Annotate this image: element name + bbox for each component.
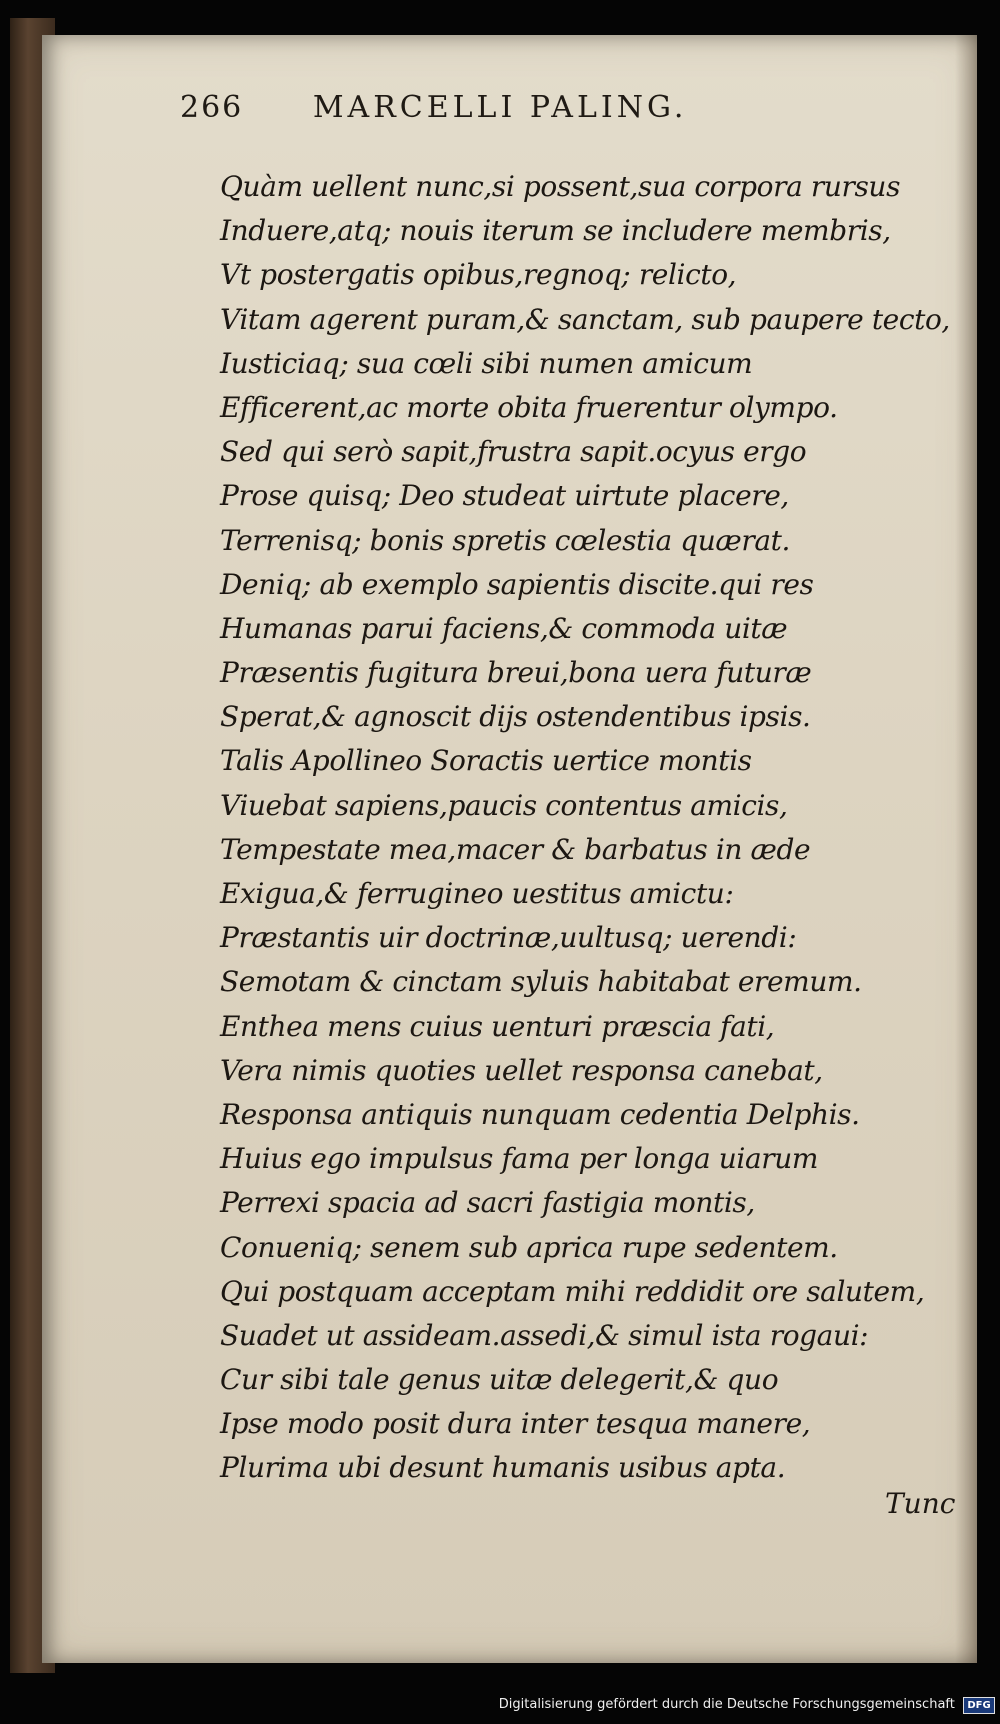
page-edge-shadow <box>955 35 977 1663</box>
verse-line: Exigua,& ferrugineo uestitus amictu: <box>220 877 734 910</box>
verse-line: Viuebat sapiens,paucis contentus amicis, <box>220 788 788 822</box>
verse-line: Præsentis fugitura breui,bona uera futuræ <box>220 656 812 690</box>
verse-line: Perrexi spacia ad sacri fastigia montis, <box>220 1186 755 1220</box>
verse-line: Conueniq; senem sub aprica rupe sedentem. <box>220 1230 838 1264</box>
verse-line: Vitam agerent puram,& sanctam, sub paupere tecto, <box>220 302 950 336</box>
verse-line: Prose quisq; Deo studeat uirtute placere, <box>220 479 789 513</box>
verse-text-block <box>220 165 950 1495</box>
verse-line: Enthea mens cuius uenturi præscia fati, <box>220 1009 775 1043</box>
verse-line: Efficerent,ac morte obita fruerentur olympo. <box>220 390 838 424</box>
verse-line: Suadet ut assideam.assedi,& simul ista rogaui: <box>220 1318 869 1352</box>
verse-line: Semotam & cinctam syluis habitabat eremum. <box>220 965 862 999</box>
verse-line: Vt postergatis opibus,regnoq; relicto, <box>220 258 737 292</box>
verse-line: Ipse modo posit dura inter tesqua manere, <box>220 1407 811 1441</box>
verse-line: Sed qui serò sapit,frustra sapit.ocyus ergo <box>220 435 807 469</box>
verse-line: Tempestate mea,macer & barbatus in æde <box>220 832 811 866</box>
running-head <box>180 90 830 130</box>
verse-line: Sperat,& agnoscit dijs ostendentibus ipsis. <box>220 700 811 734</box>
verse-line: Huius ego impulsus fama per longa uiarum <box>220 1142 819 1176</box>
verse-line: Qui postquam acceptam mihi reddidit ore salutem, <box>220 1274 925 1308</box>
verse-line: Induere,atq; nouis iterum se includere membris, <box>220 214 891 248</box>
running-title: MARCELLI PALING. <box>312 90 688 125</box>
credit-text: Digitalisierung gefördert durch die Deutsche Forschungsgemeinschaft <box>498 1697 955 1712</box>
dfg-logo-icon: DFG <box>963 1697 995 1714</box>
verse-line: Deniq; ab exemplo sapientis discite.qui res <box>220 567 814 601</box>
verse-line: Præstantis uir doctrinæ,uultusq; uerendi: <box>220 921 797 955</box>
verse-line: Iusticiaq; sua cœli sibi numen amicum <box>220 346 753 380</box>
verse-line: Vera nimis quoties uellet responsa canebat, <box>220 1053 823 1087</box>
verse-line: Quàm uellent nunc,si possent,sua corpora rursus <box>220 170 901 203</box>
catchword: Tunc <box>885 1487 956 1520</box>
verse-line: Plurima ubi desunt humanis usibus apta. <box>220 1451 786 1485</box>
verse-line: Terrenisq; bonis spretis cœlestia quærat. <box>220 523 790 557</box>
digitization-credit <box>0 1694 995 1716</box>
verse-line: Humanas parui faciens,& commoda uitæ <box>220 611 788 645</box>
verse-line: Responsa antiquis nunquam cedentia Delphis. <box>220 1097 860 1131</box>
verse-line: Cur sibi tale genus uitæ delegerit,& quo <box>220 1363 779 1397</box>
verse-line: Talis Apollineo Soractis uertice montis <box>220 744 752 778</box>
page-number: 266 <box>180 90 244 125</box>
